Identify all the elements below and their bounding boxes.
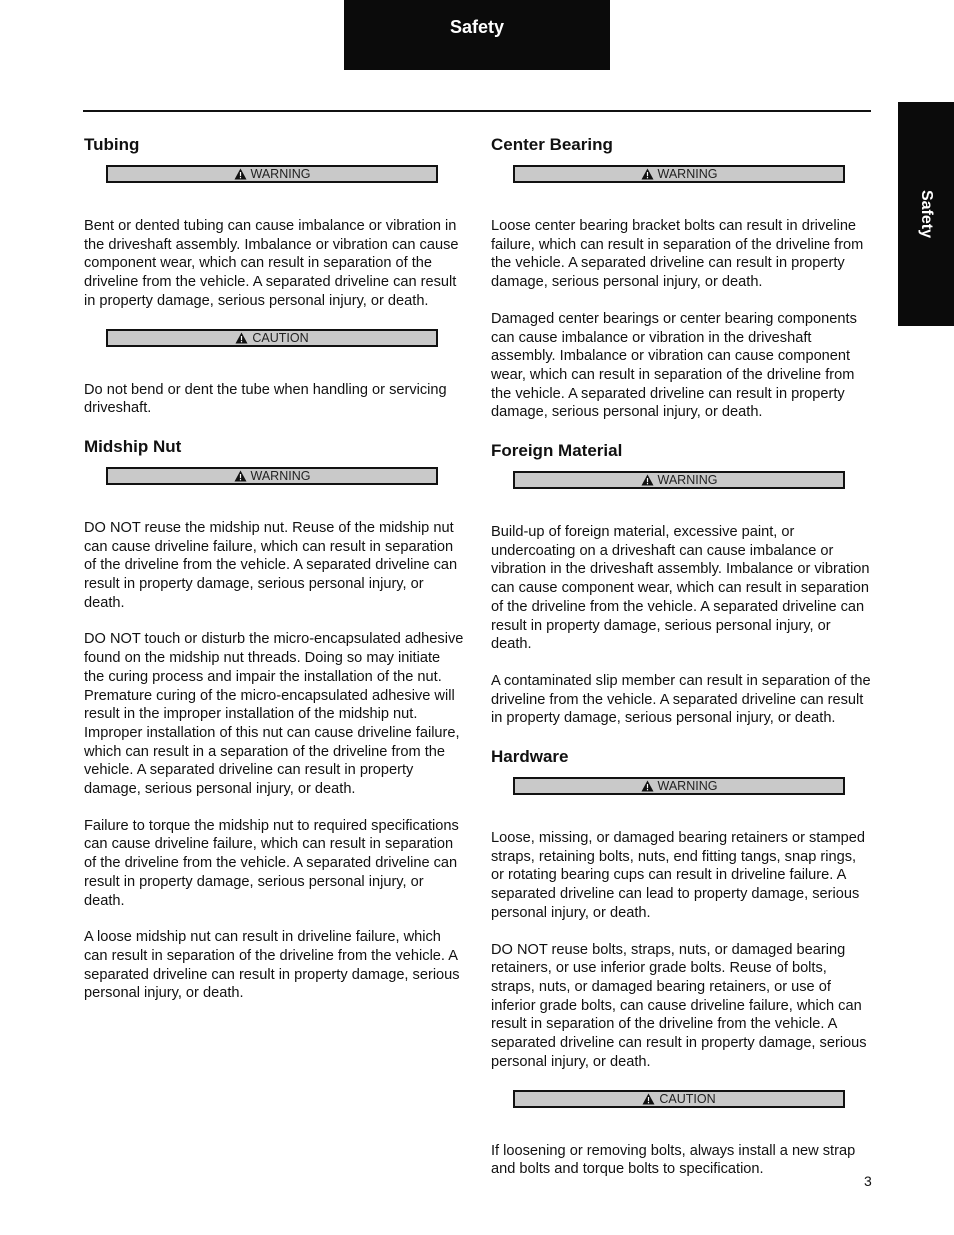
warning-notice — [513, 165, 845, 183]
alert-triangle-icon — [641, 168, 654, 180]
body-paragraph: Loose, missing, or damaged bearing retainers or stamped straps, retaining bolts, nuts, end fitting tangs, snap rings, or rotating bearing cups can result in driveline failure. A separated driveline can lead to property damage, serious personal injury, or death. — [491, 830, 865, 921]
warning-notice — [106, 467, 438, 485]
section-heading: Center Bearing — [491, 135, 613, 154]
body-paragraph: DO NOT reuse bolts, straps, nuts, or damaged bearing retainers, or use inferior grade bolts. Reuse of bolts, straps, nuts, or damaged bearing retainers, or use of inferior grade bolts, can cause driveline failure, which can result in separation of the driveline from the vehicle. A separated driveline can result in property damage, serious personal injury, or death. — [491, 941, 867, 1070]
notice-label: CAUTION — [659, 1091, 716, 1106]
warning-notice — [106, 165, 438, 183]
header-title: Safety — [449, 17, 505, 37]
alert-triangle-icon — [641, 780, 654, 792]
caution-notice — [106, 329, 438, 347]
notice-label: WARNING — [657, 167, 718, 181]
body-paragraph: Damaged center bearings or center bearing components can cause imbalance or vibration in the driveshaft assembly. Imbalance or vibration can cause component wear, which can result in separation of the driveline from the vehicle. A separated driveline can result in property damage, serious personal injury, or death. — [491, 310, 857, 421]
body-paragraph: Bent or dented tubing can cause imbalance or vibration in the driveshaft assembly. Imbalance or vibration can cause component wear, which can result in separation of the driveline from the vehicle. A separated driveline can result in property damage, serious personal injury, or death. — [84, 218, 459, 309]
body-paragraph: Build-up of foreign material, excessive paint, or undercoating on a driveshaft can cause imbalance or vibration in the driveshaft assembly. Imbalance or vibration can cause component wear, which can result in separation of the driveline from the vehicle. A separated driveline can result in property damage, serious personal injury, or death. — [491, 524, 870, 653]
caution-notice — [513, 1090, 845, 1108]
notice-label: CAUTION — [252, 330, 309, 345]
page-number: 3 — [864, 1173, 872, 1189]
alert-triangle-icon — [235, 332, 248, 344]
header-section-tab — [344, 0, 610, 70]
notice-label: WARNING — [657, 473, 718, 488]
section-heading: Tubing — [84, 135, 140, 154]
section-heading: Foreign Material — [491, 441, 623, 461]
body-paragraph: DO NOT reuse the midship nut. Reuse of the midship nut can cause driveline failure, which can result in separation of the driveline from the vehicle. A separated driveline can result in property damage, serious personal injury, or death. — [84, 519, 458, 611]
body-paragraph: Loose center bearing bracket bolts can result in driveline failure, which can result in separation of the driveline from the vehicle. A separated driveline can result in property damage, serious personal injury, or death. — [491, 218, 864, 291]
notice-label: WARNING — [657, 779, 718, 794]
body-paragraph: Do not bend or dent the tube when handling or servicing driveshaft. — [84, 381, 447, 417]
notice-label: WARNING — [250, 167, 311, 181]
body-paragraph: A contaminated slip member can result in separation of the driveline from the vehicle. A separated driveline can result in property damage, serious personal injury, or death. — [491, 672, 871, 727]
body-paragraph: DO NOT touch or disturb the micro-encapsulated adhesive found on the midship nut threads. Doing so may initiate the curing process and impair the installation of the nut. Premature curing of the micro-encapsulated adhesive will result in the improper installation of the midship nut. Improper installation of this nut can cause driveline failure, which can result in a separation of the driveline from the vehicle. A separated driveline can result in property damage, serious personal injury, or death. — [84, 631, 464, 798]
body-paragraph: A loose midship nut can result in driveline failure, which can result in separation of the driveline from the vehicle. A separated driveline can result in property damage, serious personal injury, or death. — [84, 929, 460, 1002]
top-divider — [83, 110, 871, 112]
alert-triangle-icon — [234, 470, 247, 482]
section-heading: Hardware — [491, 747, 569, 767]
body-paragraph: If loosening or removing bolts, always install a new strap and bolts and torque bolts to specification. — [491, 1142, 856, 1178]
alert-triangle-icon — [641, 474, 654, 486]
notice-label: WARNING — [250, 468, 311, 483]
body-paragraph: Failure to torque the midship nut to required specifications can cause driveline failure, which can result in separation of the driveline from the vehicle. A separated driveline can result in property damage, serious personal injury, or death. — [84, 817, 459, 909]
section-heading: Midship Nut — [84, 436, 182, 456]
alert-triangle-icon — [234, 168, 247, 180]
alert-triangle-icon — [642, 1093, 655, 1105]
warning-notice — [513, 777, 845, 795]
warning-notice — [513, 471, 845, 489]
right-column — [491, 134, 871, 1197]
side-section-tab — [898, 102, 954, 326]
left-column — [84, 134, 464, 1021]
side-tab-label: Safety — [918, 189, 935, 239]
